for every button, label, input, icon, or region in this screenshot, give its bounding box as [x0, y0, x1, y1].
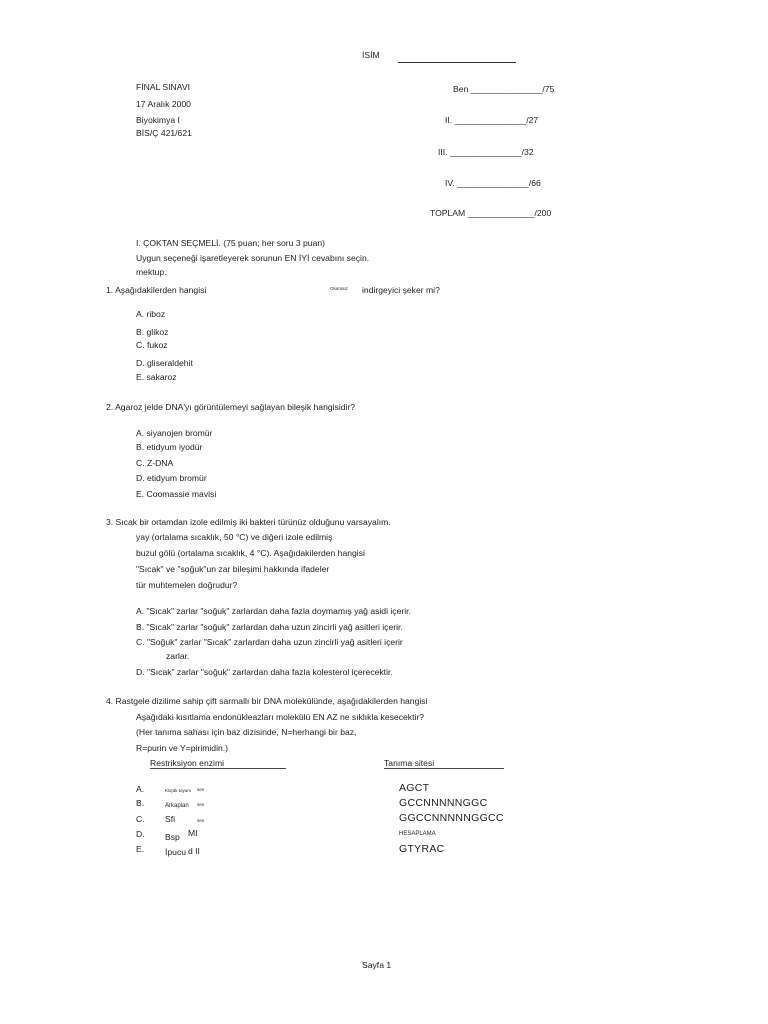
recognition-site: GCCNNNNNGGC	[399, 797, 488, 809]
question-1-tiny-word: Olumsuz	[330, 286, 348, 291]
column-header-enzyme: Restriksiyon enzimi	[150, 758, 225, 768]
question-1-stem-end: indirgeyici şeker mi?	[362, 285, 440, 295]
section-instructions-cont: mektup.	[136, 267, 167, 277]
q4-option-letter[interactable]: D.	[136, 829, 145, 839]
page-number: Sayfa 1	[362, 960, 392, 970]
q2-option[interactable]: C. Z-DNA	[136, 458, 174, 468]
recognition-site: HESAPLAMA	[399, 831, 436, 837]
q3-option-cont: zarlar.	[166, 651, 190, 661]
column-underline	[150, 768, 286, 769]
q3-option[interactable]: A. "Sıcak" zarlar "soğuk" zarlardan daha fazla doymamış yağ asidi içerir.	[136, 606, 411, 616]
score-blank[interactable]: _______________	[457, 178, 529, 188]
column-header-site: Tanıma sitesi	[384, 758, 435, 768]
section-title: I. ÇOKTAN SEÇMELİ. (75 puan; her soru 3 puan)	[136, 238, 325, 248]
section-instructions: Uygun seçeneği işaretleyerek sorunun EN İYİ cevabını seçin.	[136, 253, 370, 263]
q4-option-letter[interactable]: B.	[136, 798, 145, 808]
score-row: II. _______________/27	[445, 115, 539, 125]
q2-option[interactable]: E. Coomassie mavisi	[136, 489, 217, 499]
enzyme-sup: MI	[188, 828, 198, 838]
q1-option[interactable]: D. gliseraldehit	[136, 358, 193, 368]
recognition-site: AGCT	[399, 782, 430, 794]
enzyme-name: İpucu	[165, 847, 187, 857]
score-row: Ben _______________/75	[453, 84, 555, 94]
course-name: Biyokimya I	[136, 115, 180, 125]
q3-option[interactable]: C. "Soğuk" zarlar "Sıcak" zarlardan daha uzun zincirli yağ asitleri içerir	[136, 637, 403, 647]
name-label: İSİM	[362, 50, 380, 60]
exam-title: FİNAL SINAVI	[136, 82, 190, 92]
question-4-stem-line: Aşağıdaki kısıtlama endonükleazları molekülü EN AZ ne sıklıkla kesecektir?	[136, 712, 425, 722]
question-3-stem-line: buzul gölü (ortalama sıcaklık, 4 °C). Aşağıdakilerden hangisi	[136, 548, 365, 558]
q1-option[interactable]: A. riboz	[136, 309, 166, 319]
q4-option-letter[interactable]: A.	[136, 784, 145, 794]
name-field[interactable]	[398, 62, 516, 63]
q2-option[interactable]: A. siyanojen bromür	[136, 428, 213, 438]
score-row: III. _______________/32	[438, 147, 534, 157]
column-underline	[384, 768, 504, 769]
score-row: IV. _______________/66	[445, 178, 541, 188]
score-blank[interactable]: _______________	[449, 147, 522, 157]
question-3-stem-line: tür muhtemelen doğrudur?	[136, 580, 238, 590]
enzyme-sup: d II	[188, 846, 200, 856]
question-2-stem: 2. Agaroz jelde DNA'yı görüntülemeyi sağlayan bileşik hangisidir?	[106, 402, 356, 412]
score-row-total: TOPLAM ______________/200	[430, 208, 552, 218]
q4-option-letter[interactable]: C.	[136, 814, 145, 824]
enzyme-name: Bsp	[165, 832, 180, 842]
q1-option[interactable]: E. sakaroz	[136, 372, 177, 382]
enzyme-sup: ses	[197, 818, 205, 823]
question-3-stem-line: yay (ortalama sıcaklık, 50 °C) ve diğeri izole edilmiş	[136, 532, 333, 542]
q1-option[interactable]: C. fukoz	[136, 340, 168, 350]
q4-option-letter[interactable]: E.	[136, 844, 145, 854]
course-code: BİS/Ç 421/621	[136, 128, 192, 138]
score-blank[interactable]: _______________	[470, 84, 543, 94]
enzyme-name: Sfi	[165, 814, 176, 824]
score-blank[interactable]: _______________	[454, 115, 527, 125]
enzyme-name: Arkaplan	[165, 803, 189, 809]
q3-option[interactable]: B. "Sıcak" zarlar "soğuk" zarlardan daha uzun zincirli yağ asitleri içerir.	[136, 622, 403, 632]
recognition-site: GTYRAC	[399, 843, 445, 855]
q2-option[interactable]: B. etidyum iyodür	[136, 442, 203, 452]
question-1-stem: 1. Aşağıdakilerden hangisi	[106, 285, 207, 295]
enzyme-name: Küçük toyum	[165, 788, 192, 793]
question-4-stem-line: (Her tanıma sahası için baz dizisinde, N=herhangi bir baz,	[136, 727, 357, 737]
question-3-stem: 3. Sıcak bir ortamdan izole edilmiş iki bakteri türünüz olduğunu varsayalım.	[106, 517, 391, 527]
recognition-site: GGCCNNNNNGGCC	[399, 812, 504, 824]
question-3-stem-line: "Sıcak" ve "soğuk"un zar bileşimi hakkında ifadeler	[136, 564, 330, 574]
score-blank[interactable]: ______________	[467, 208, 535, 218]
q3-option[interactable]: D. "Sıcak" zarlar "soğuk" zarlardan daha fazla kolesterol içerecektir.	[136, 667, 393, 677]
q1-option[interactable]: B. glikoz	[136, 327, 169, 337]
question-4-stem: 4. Rastgele dizilime sahip çift sarmallı bir DNA molekülünde, aşağıdakilerden hangisi	[106, 696, 428, 706]
exam-date: 17 Aralık 2000	[136, 99, 191, 109]
q2-option[interactable]: D. etidyum bromür	[136, 473, 207, 483]
question-4-stem-line: R=purin ve Y=pirimidin.)	[136, 743, 229, 753]
enzyme-sup: ses	[197, 787, 205, 792]
enzyme-sup: ses	[197, 802, 205, 807]
